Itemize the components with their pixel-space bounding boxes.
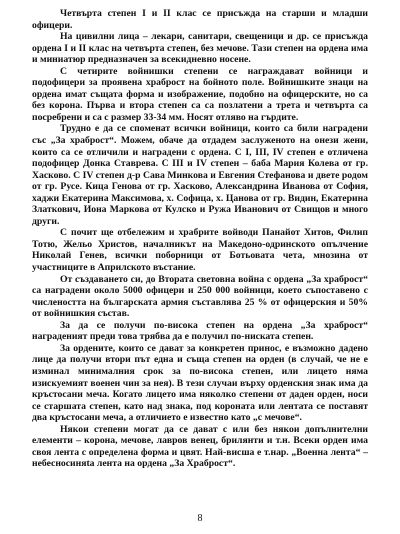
page-number: 8 <box>197 513 203 524</box>
paragraph: Четвърта степен I и II клас се присъжда на старши и младши офицери. <box>32 8 368 31</box>
paragraph: За да се получи по-висока степен на ордена „За храброст“ награденият преди това трябва да е получил по-ниската степен. <box>32 319 368 343</box>
body-text <box>32 8 368 470</box>
paragraph: За ордените, които се дават за конкретен принос, е възможно дадено лице да получи втори път една и съща степен на орден (в случай, че не е изминал минималния срок за по-висока степен, или лицето няма изискуемият военен чин за нея). В тези случаи върху орденския знак има да кръстосани меча. Когато лицето има няколко степени от даден орден, носи се старшата степен, като над знака, под короната или лентата се поставят два кръстосани меча, а отличието е известно като „с мечове“. <box>32 342 368 424</box>
paragraph: С почит ще отбележим и храбрите войводи Панайот Хитов, Филип Тотю, Жельо Христов, началникът на Македоно-одринското опълчение Николай Генев, всички поборници от Ботьовата чета, мнозина от участниците в Априлското въстание. <box>32 227 368 274</box>
paragraph: На цивилни лица – лекари, санитари, свещеници и др. се присъжда ордена I и II клас на четвърта степен, без мечове. Тази степен на ордена има и миниатюр предназначен за всекидневно носене. <box>32 31 368 66</box>
paragraph: С четирите войнишки степени се награждават войници и подофицери за проявена храброст на бойното поле. Войнишките знаци на ордена имат същата форма и изображение, подобно на офицерските, но са без корона. Първа и втора степен са са позлатени а трета и четвърта са посребрени и са с размер 33-34 мм. Носят отляво на гърдите. <box>32 65 368 123</box>
paragraph: Някои степени могат да се дават с или без някои допълнителни елементи – корона, мечове, лавров венец, брилянти и т.н. Всеки орден има своя лента с определена форма и цвят. Най-висша е т.нар. „Военна лента“ – небесносиняta лента на ордена „За Храброст“. <box>32 423 368 470</box>
paragraph: От създаването си, до Втората световна война с ордена „За храброст“ са наградени около 5000 офицери и 250 000 войници, което съпоставено с числеността на българската армия съставлява 25 % от офицерския и 50% от войнишкия състав. <box>32 273 368 320</box>
paragraph: Трудно е да се споменат всички войници, които са били наградени със „За храброст“. Можем, обаче да отдадем заслуженото на онези жени, които са се отличили и наградени с ордена. С I, III, IV степен е отличена подофицер Донка Ставрева. С III и IV степен – баба Мария Колева от гр. Хасково. С IV степен д-р Сава Минкова и Евгения Стефанова и двете родом от гр. Русе. Кица Генова от гр. Хасково, Александрина Иванова от София, хаджи Екатерина Максимова, х. Софица, х. Цанова от гр. Видин, Екатерина Златкович, Иона Маркова от Кулско и Ружа Иванович от Свищов и много други. <box>32 123 368 227</box>
